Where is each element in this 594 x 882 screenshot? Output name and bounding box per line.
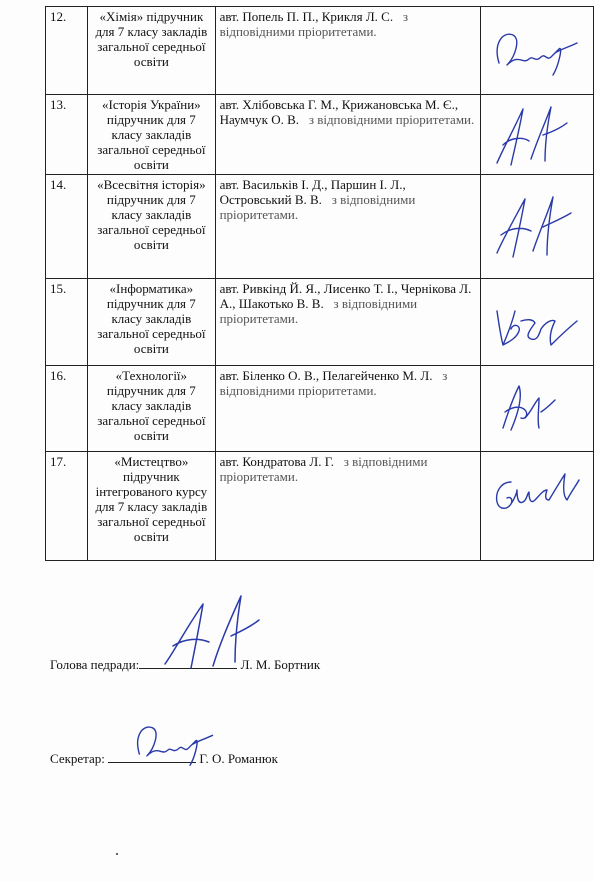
row-number: 12.: [46, 7, 88, 95]
authors-cell: [215, 175, 480, 279]
row-number: 15.: [46, 279, 88, 366]
authors-note: з відповідними пріоритетами.: [308, 112, 475, 127]
signature-cell: [480, 279, 593, 366]
table-row: [46, 95, 594, 175]
authors-note: з відповідними пріоритетами.: [219, 9, 408, 39]
handwritten-signature: [489, 460, 585, 530]
authors-note: з відповідними пріоритетами.: [219, 368, 448, 398]
row-number: 17.: [46, 452, 88, 561]
signature-cell: [480, 175, 593, 279]
row-number: 16.: [46, 366, 88, 452]
textbook-title: «Всесвітня історія» підручник для 7 класу закладів загальної середньої освіти: [88, 175, 215, 279]
authors-cell: [215, 279, 480, 366]
authors-note: з відповідними пріоритетами.: [219, 454, 428, 484]
authors-cell: [215, 7, 480, 95]
table-row: [46, 366, 594, 452]
textbook-title: «Технології» підручник для 7 класу закладів загальної середньої освіти: [88, 366, 215, 452]
authors-text: авт. Біленко О. В., Пелагейченко М. Л.: [219, 368, 433, 383]
authors-text: авт. Ривкінд Й. Я., Лисенко Т. І., Чернікова Л. А., Шакотько В. В.: [219, 281, 472, 311]
authors-cell: [215, 95, 480, 175]
authors-note: з відповідними пріоритетами.: [219, 192, 416, 222]
chair-name: Л. М. Бортник: [240, 657, 321, 672]
handwritten-signature: [489, 101, 585, 171]
secretary-label: Секретар:: [50, 751, 105, 766]
table-row: [46, 175, 594, 279]
ink-speck: [116, 853, 118, 855]
handwritten-signature: [489, 193, 585, 263]
table-row: [46, 7, 594, 95]
authors-text: авт. Кондратова Л. Г.: [219, 454, 335, 469]
authors-text: авт. Васильків І. Д., Паршин І. Л., Островський В. В.: [219, 177, 406, 207]
table-row: [46, 452, 594, 561]
textbook-title: «Історія України» підручник для 7 класу закладів загальної середньої освіти: [88, 95, 215, 175]
secretary-name: Г. О. Романюк: [199, 751, 278, 766]
signature-cell: [480, 452, 593, 561]
handwritten-signature: [489, 13, 585, 83]
authors-text: авт. Попель П. П., Крикля Л. С.: [219, 9, 394, 24]
chair-label: Голова педради:: [50, 657, 140, 672]
signature-cell: [480, 7, 593, 95]
textbook-title: «Мистецтво» підручник інтегрованого курсу для 7 класу закладів загальної середньої освіти: [88, 452, 215, 561]
handwritten-signature: [489, 372, 585, 442]
authors-cell: [215, 366, 480, 452]
textbook-title: «Інформатика» підручник для 7 класу закладів загальної середньої освіти: [88, 279, 215, 366]
chair-handwritten-signature: [155, 590, 265, 680]
row-number: 14.: [46, 175, 88, 279]
row-number: 13.: [46, 95, 88, 175]
secretary-handwritten-signature: [130, 705, 220, 775]
signature-cell: [480, 366, 593, 452]
signature-cell: [480, 95, 593, 175]
table-row: [46, 279, 594, 366]
handwritten-signature: [489, 291, 585, 361]
authors-note: з відповідними пріоритетами.: [219, 296, 418, 326]
authors-text: авт. Хлібовська Г. М., Крижановська М. Є., Наумчук О. В.: [219, 97, 459, 127]
authors-cell: [215, 452, 480, 561]
textbook-title: «Хімія» підручник для 7 класу закладів загальної середньої освіти: [88, 7, 215, 95]
textbook-table: [45, 6, 594, 561]
